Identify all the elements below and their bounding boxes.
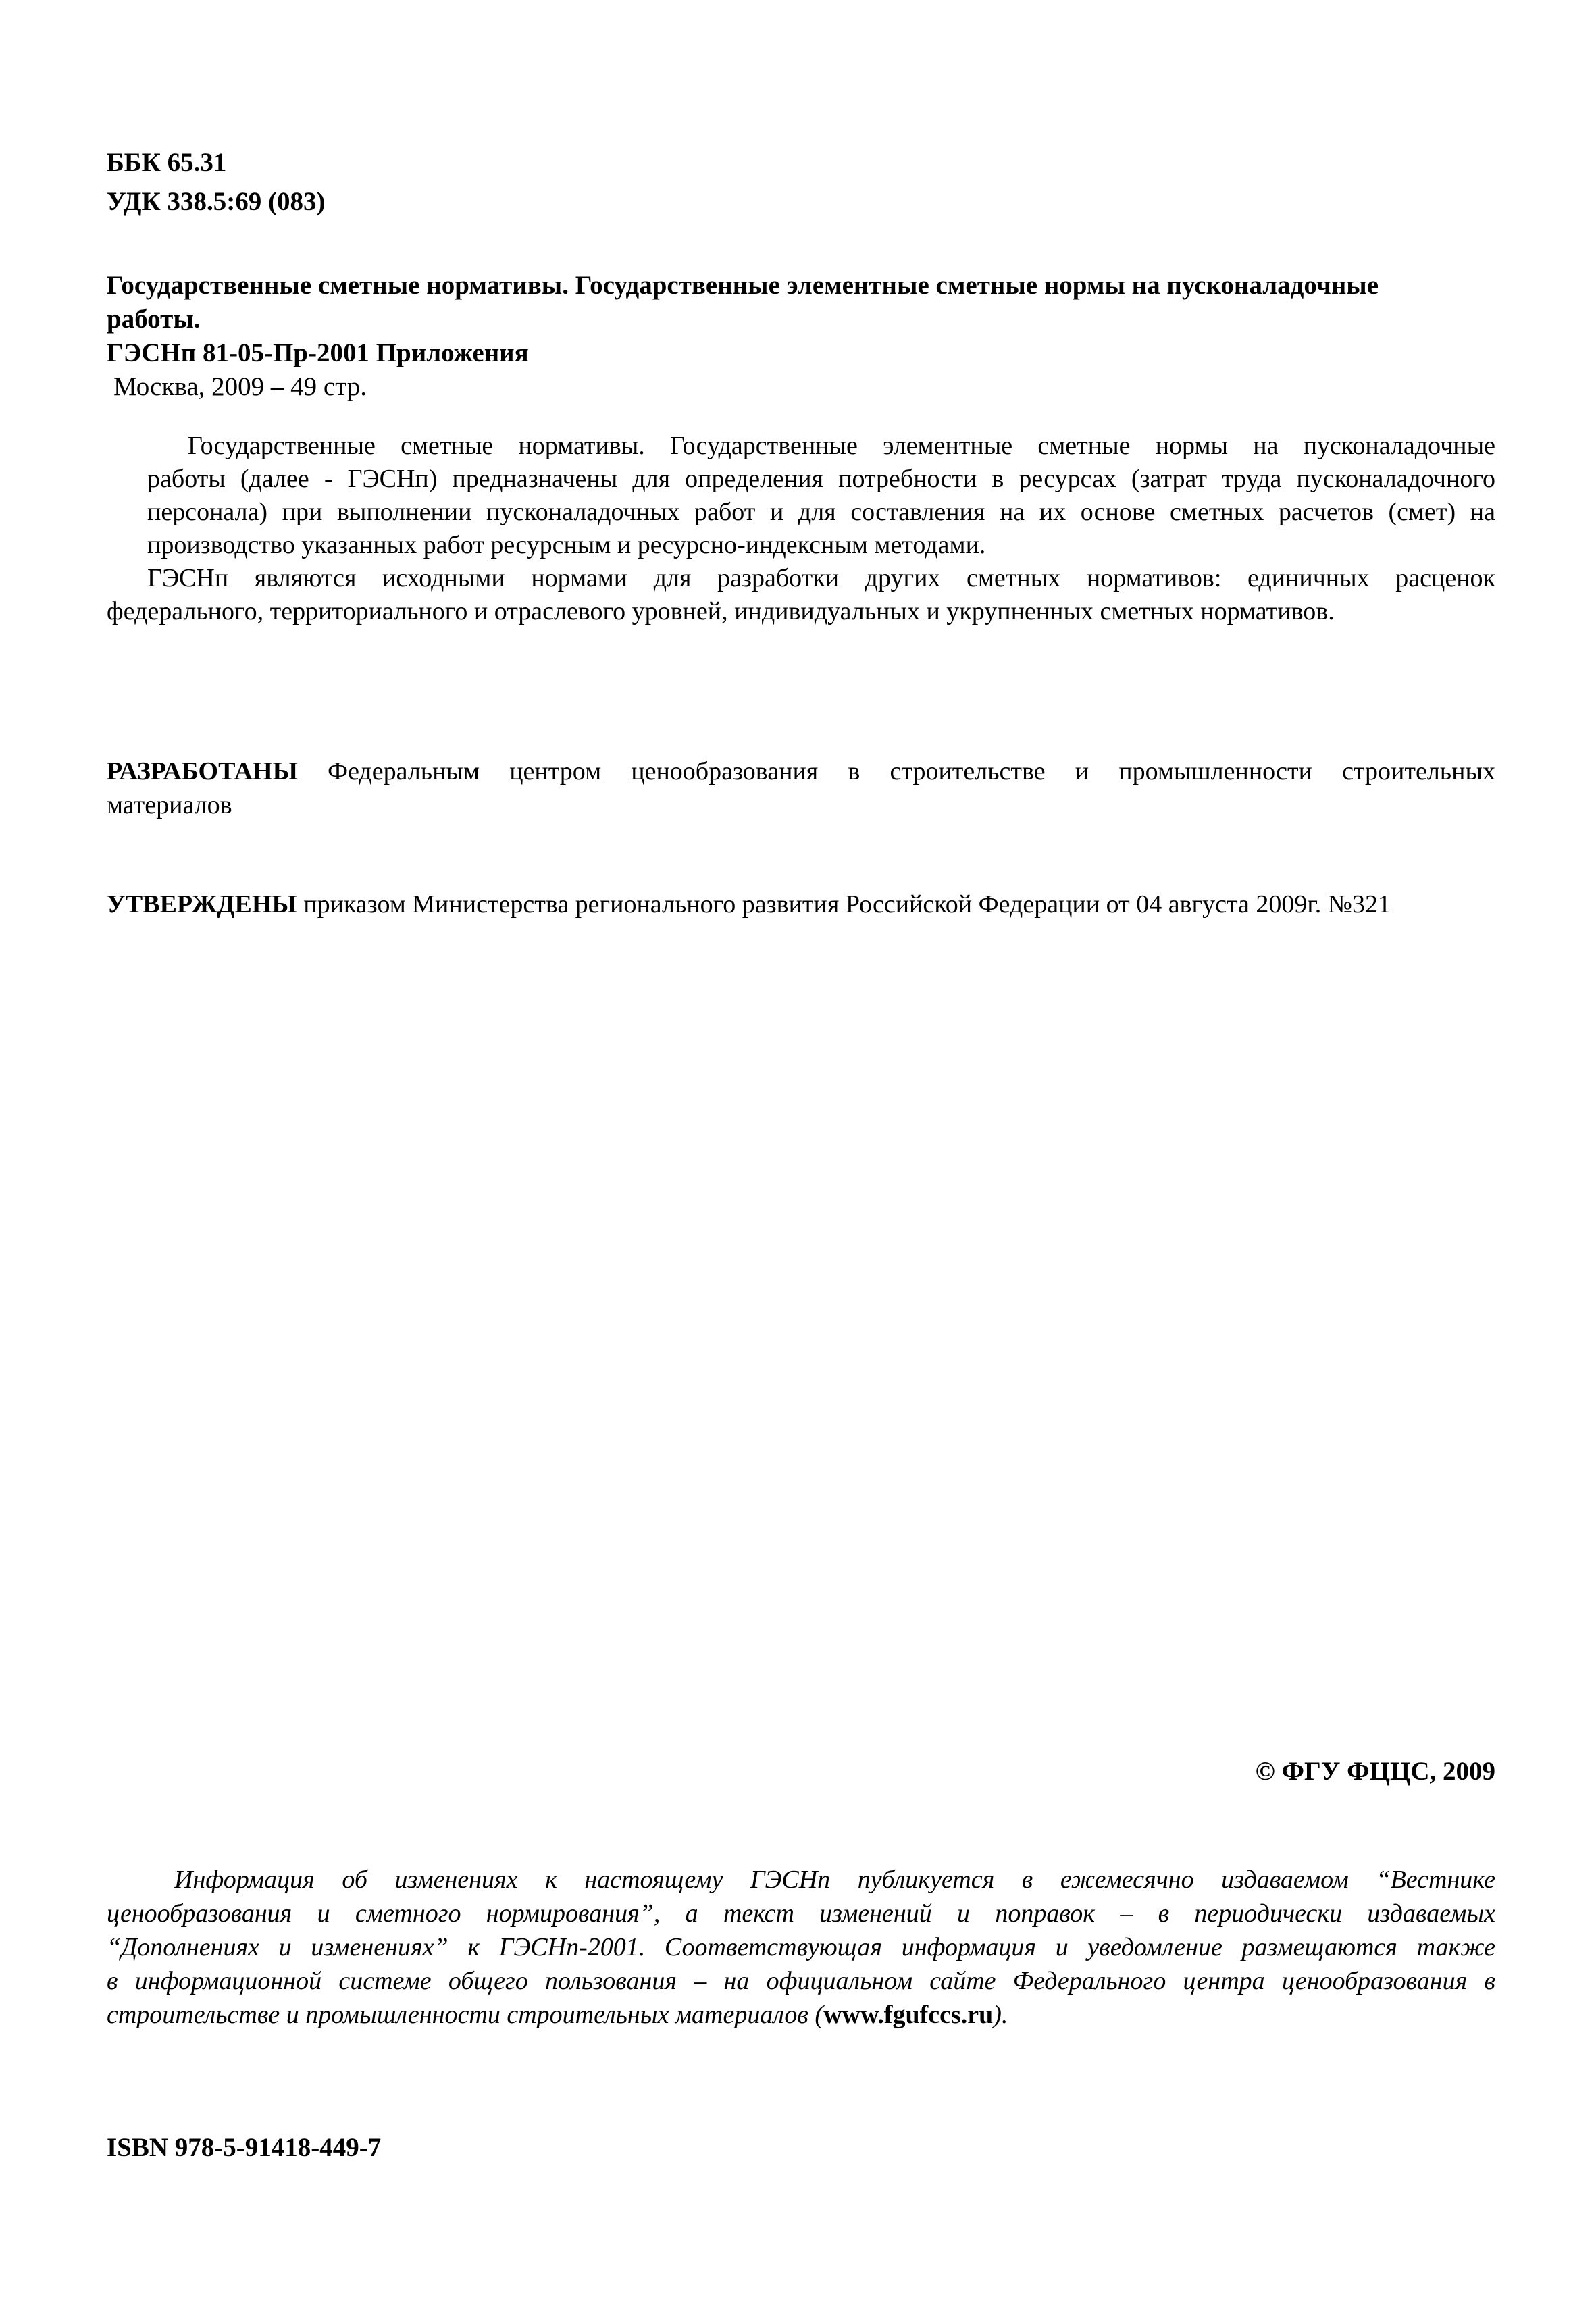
notice-line: в информационной системе общего пользования – на официальном сайте Федерального центра ценообразования в	[107, 1967, 1495, 1995]
developed-label: РАЗРАБОТАНЫ	[107, 757, 298, 786]
abstract-paragraph-2	[107, 562, 1495, 628]
notice-last-tail: ).	[993, 2001, 1008, 2029]
abstract	[107, 430, 1495, 628]
abstract-p1-line: персонала) при выполнении пусконаладочных работ и для составления на их основе сметных расчетов (смет) на	[147, 498, 1495, 526]
udk-code: УДК 338.5:69 (083)	[107, 187, 326, 216]
notice-last-line	[107, 1998, 1495, 2032]
document-code: ГЭСНп 81-05-Пр-2001 Приложения	[107, 338, 529, 367]
document-title-block	[107, 269, 1495, 404]
developed-by-text: Федеральным центром ценообразования в строительстве и промышленности строительных	[328, 757, 1495, 786]
approved-by	[107, 888, 1495, 921]
abstract-p1-line: работы (далее - ГЭСНп) предназначены для определения потребности в ресурсах (затрат труда пусконаладочного	[147, 465, 1495, 493]
document-title-line-1: Государственные сметные нормативы. Государственные элементные сметные нормы на пусконаладочные	[107, 271, 1379, 300]
isbn: ISBN 978-5-91418-449-7	[107, 2133, 382, 2162]
notice-line: “Дополнениях и изменениях” к ГЭСНп-2001. Соответствующая информация и уведомление размещаются также	[107, 1933, 1495, 1961]
abstract-paragraph-1	[107, 430, 1495, 562]
notice-line: ценообразования и сметного нормирования”, а текст изменений и поправок – в периодически издаваемых	[107, 1899, 1495, 1928]
notice-line: Информация об изменениях к настоящему ГЭСНп публикуется в ежемесячно издаваемом “Вестнике	[174, 1866, 1495, 1894]
abstract-p2-line: федерального, территориального и отраслевого уровней, индивидуальных и укрупненных сметных нормативов.	[107, 597, 1335, 625]
document-title-line-2: работы.	[107, 305, 201, 334]
copyright-notice: © ФГУ ФЦЦС, 2009	[1255, 1757, 1495, 1786]
website-link[interactable]: www.fgufccs.ru	[823, 2001, 994, 2029]
classification-codes	[107, 143, 1495, 222]
abstract-p2-line: ГЭСНп являются исходными нормами для разработки других сметных нормативов: единичных расценок	[147, 564, 1495, 592]
approved-label: УТВЕРЖДЕНЫ	[107, 890, 297, 919]
changes-notice	[107, 1863, 1495, 2032]
publication-info: Москва, 2009 – 49 стр.	[113, 372, 367, 401]
developed-by-line-1	[107, 754, 1495, 788]
developed-by	[107, 754, 1495, 822]
developed-by-line-2: материалов	[107, 791, 232, 819]
notice-last-text: строительстве и промышленности строительных материалов (	[107, 2001, 824, 2029]
abstract-p1-line: Государственные сметные нормативы. Государственные элементные сметные нормы на пусконаладочные	[188, 432, 1495, 460]
approved-text: приказом Министерства регионального развития Российской Федерации от 04 августа 2009г. №321	[303, 890, 1391, 919]
bbk-code: ББК 65.31	[107, 148, 227, 177]
abstract-p1-line: производство указанных работ ресурсным и ресурсно-индексным методами.	[147, 531, 986, 559]
